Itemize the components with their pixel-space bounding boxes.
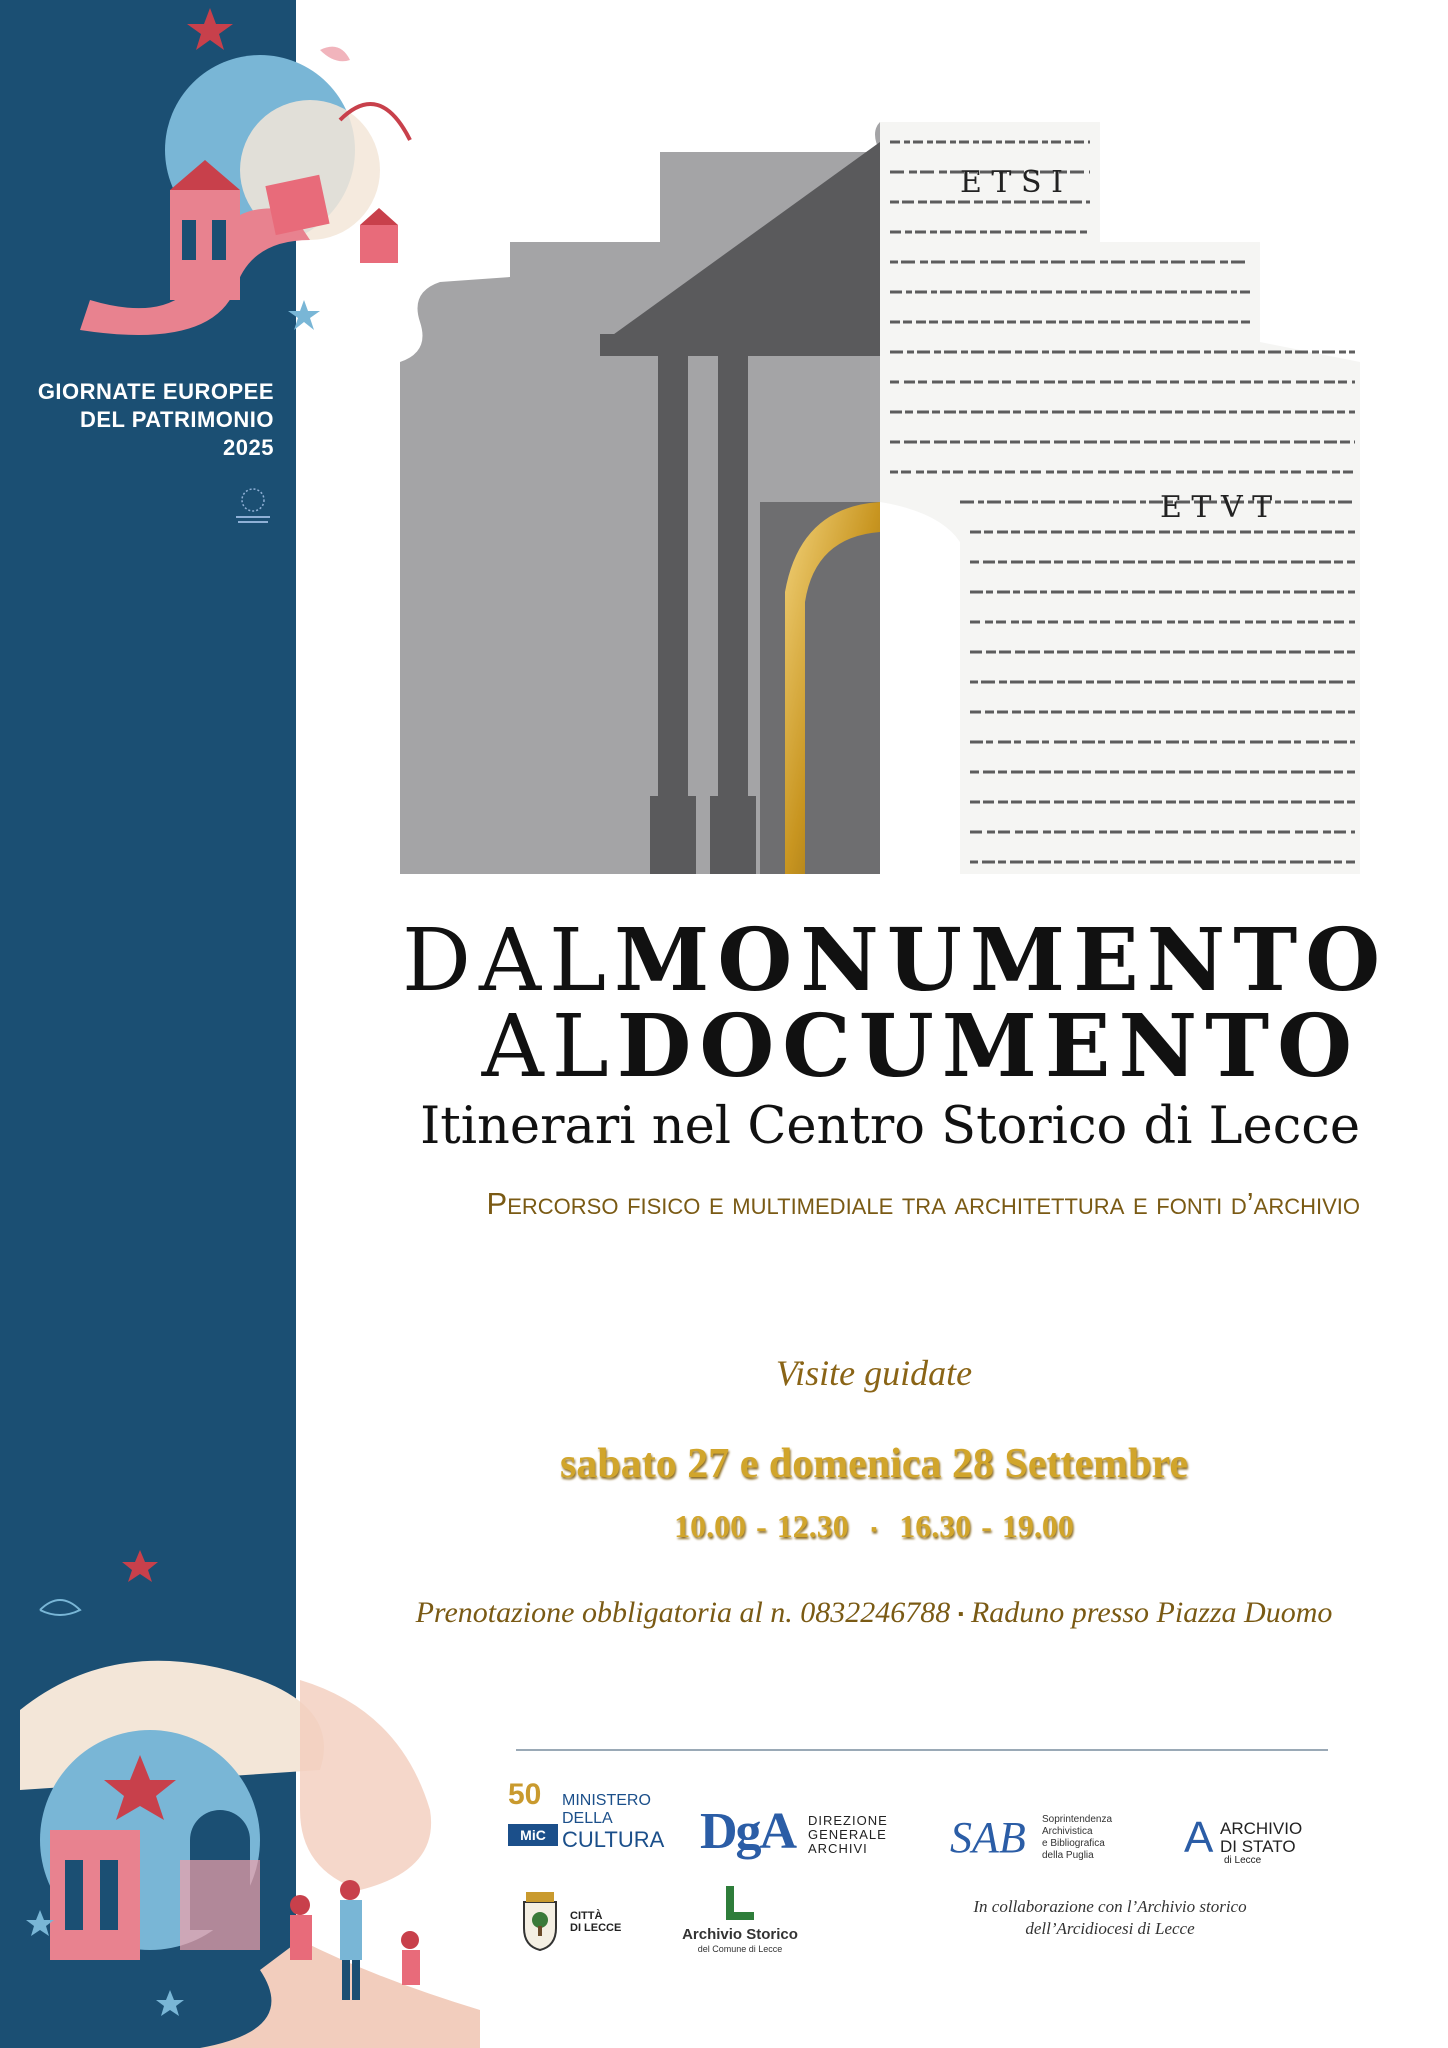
logo-archivio-di-stato-lecce xyxy=(1184,1813,1344,1868)
mic-line: CULTURA xyxy=(562,1827,665,1852)
event-title xyxy=(14,378,274,462)
meeting-point: Raduno presso Piazza Duomo xyxy=(970,1596,1333,1629)
asl-line: DI STATO xyxy=(1220,1837,1296,1856)
event-title-line: GIORNATE EUROPEE xyxy=(37,379,274,404)
title-line-2 xyxy=(402,996,1360,1097)
hours-separator: ▪ xyxy=(870,1519,878,1540)
sab-mark: SAB xyxy=(950,1813,1026,1862)
main-title xyxy=(402,910,1389,1158)
citta-line: DI LECCE xyxy=(570,1922,622,1934)
lecce-coat-of-arms-icon xyxy=(518,1888,562,1952)
collaboration-line: In collaborazione con l’Archivio storico xyxy=(973,1897,1247,1916)
hours-morning: 10.00 - 12.30 xyxy=(674,1508,849,1544)
archivio-storico-title: Archivio Storico xyxy=(682,1926,798,1943)
event-hours xyxy=(300,1508,1448,1545)
booking-info xyxy=(300,1596,1448,1630)
archivio-storico-icon xyxy=(722,1884,758,1922)
title-line-1 xyxy=(402,910,1389,1011)
title-line-3: Itinerari nel Centro Storico di Lecce xyxy=(420,1097,1360,1156)
logo-citta-di-lecce xyxy=(518,1888,628,1954)
archivio-storico-subtitle: del Comune di Lecce xyxy=(697,1944,783,1954)
asl-mark: A xyxy=(1184,1813,1214,1862)
logos-divider xyxy=(516,1749,1328,1751)
logo-archivio-storico-comune-lecce xyxy=(660,1884,820,1958)
title-word-al: AL xyxy=(481,997,617,1097)
guided-tours-label: Visite guidate xyxy=(775,1353,973,1393)
asl-city: di Lecce xyxy=(1224,1855,1262,1866)
booking-separator: ▪ xyxy=(957,1606,964,1624)
hero-architecture-manuscript-graphic xyxy=(400,122,1362,874)
collaboration-line: dell’Arcidiocesi di Lecce xyxy=(1025,1919,1195,1938)
dga-line: ARCHIVI xyxy=(808,1841,868,1856)
dga-mark: DgA xyxy=(700,1803,796,1860)
subtitle: Percorso fisico e multimediale tra architettura e fonti d’archivio xyxy=(486,1186,1360,1221)
title-word-documento: DOCUMENTO xyxy=(616,996,1360,1097)
mic-line: DELLA xyxy=(562,1810,613,1827)
heritage-illustration-top xyxy=(60,0,440,350)
mic-line: MINISTERO xyxy=(562,1792,651,1809)
dga-line: GENERALE xyxy=(808,1827,887,1842)
event-dates: sabato 27 e domenica 28 Settembre xyxy=(560,1441,1188,1487)
collaboration-note xyxy=(940,1896,1280,1940)
mic-badge: MiC xyxy=(508,1824,558,1846)
dga-line: DIREZIONE xyxy=(808,1813,888,1828)
citta-line: CITTÀ xyxy=(570,1910,603,1922)
sab-line: e Bibliografica xyxy=(1042,1838,1105,1849)
title-word-monumento: MONUMENTO xyxy=(614,910,1389,1011)
sab-line: Soprintendenza xyxy=(1042,1814,1113,1825)
logo-soprintendenza-archivistica-puglia xyxy=(950,1814,1130,1870)
event-title-line: 2025 xyxy=(223,435,274,460)
heritage-illustration-bottom xyxy=(0,1510,480,2048)
mic-50-number: 50 xyxy=(508,1778,542,1811)
manuscript-initials: E T V T xyxy=(1160,490,1273,525)
booking-phone: Prenotazione obbligatoria al n. 0832246788 xyxy=(415,1596,951,1629)
logo-direzione-generale-archivi xyxy=(700,1803,900,1866)
event-title-line: DEL PATRIMONIO xyxy=(80,407,274,432)
logo-ministero-cultura xyxy=(506,1778,666,1864)
hours-afternoon: 16.30 - 19.00 xyxy=(899,1508,1074,1544)
sab-line: della Puglia xyxy=(1042,1850,1094,1861)
asl-line: ARCHIVIO xyxy=(1220,1819,1303,1838)
manuscript-initials: E T S I xyxy=(960,165,1063,200)
title-word-dal: DAL xyxy=(402,911,615,1011)
sab-line: Archivistica xyxy=(1042,1826,1093,1837)
council-of-europe-emblem-icon xyxy=(228,482,278,532)
